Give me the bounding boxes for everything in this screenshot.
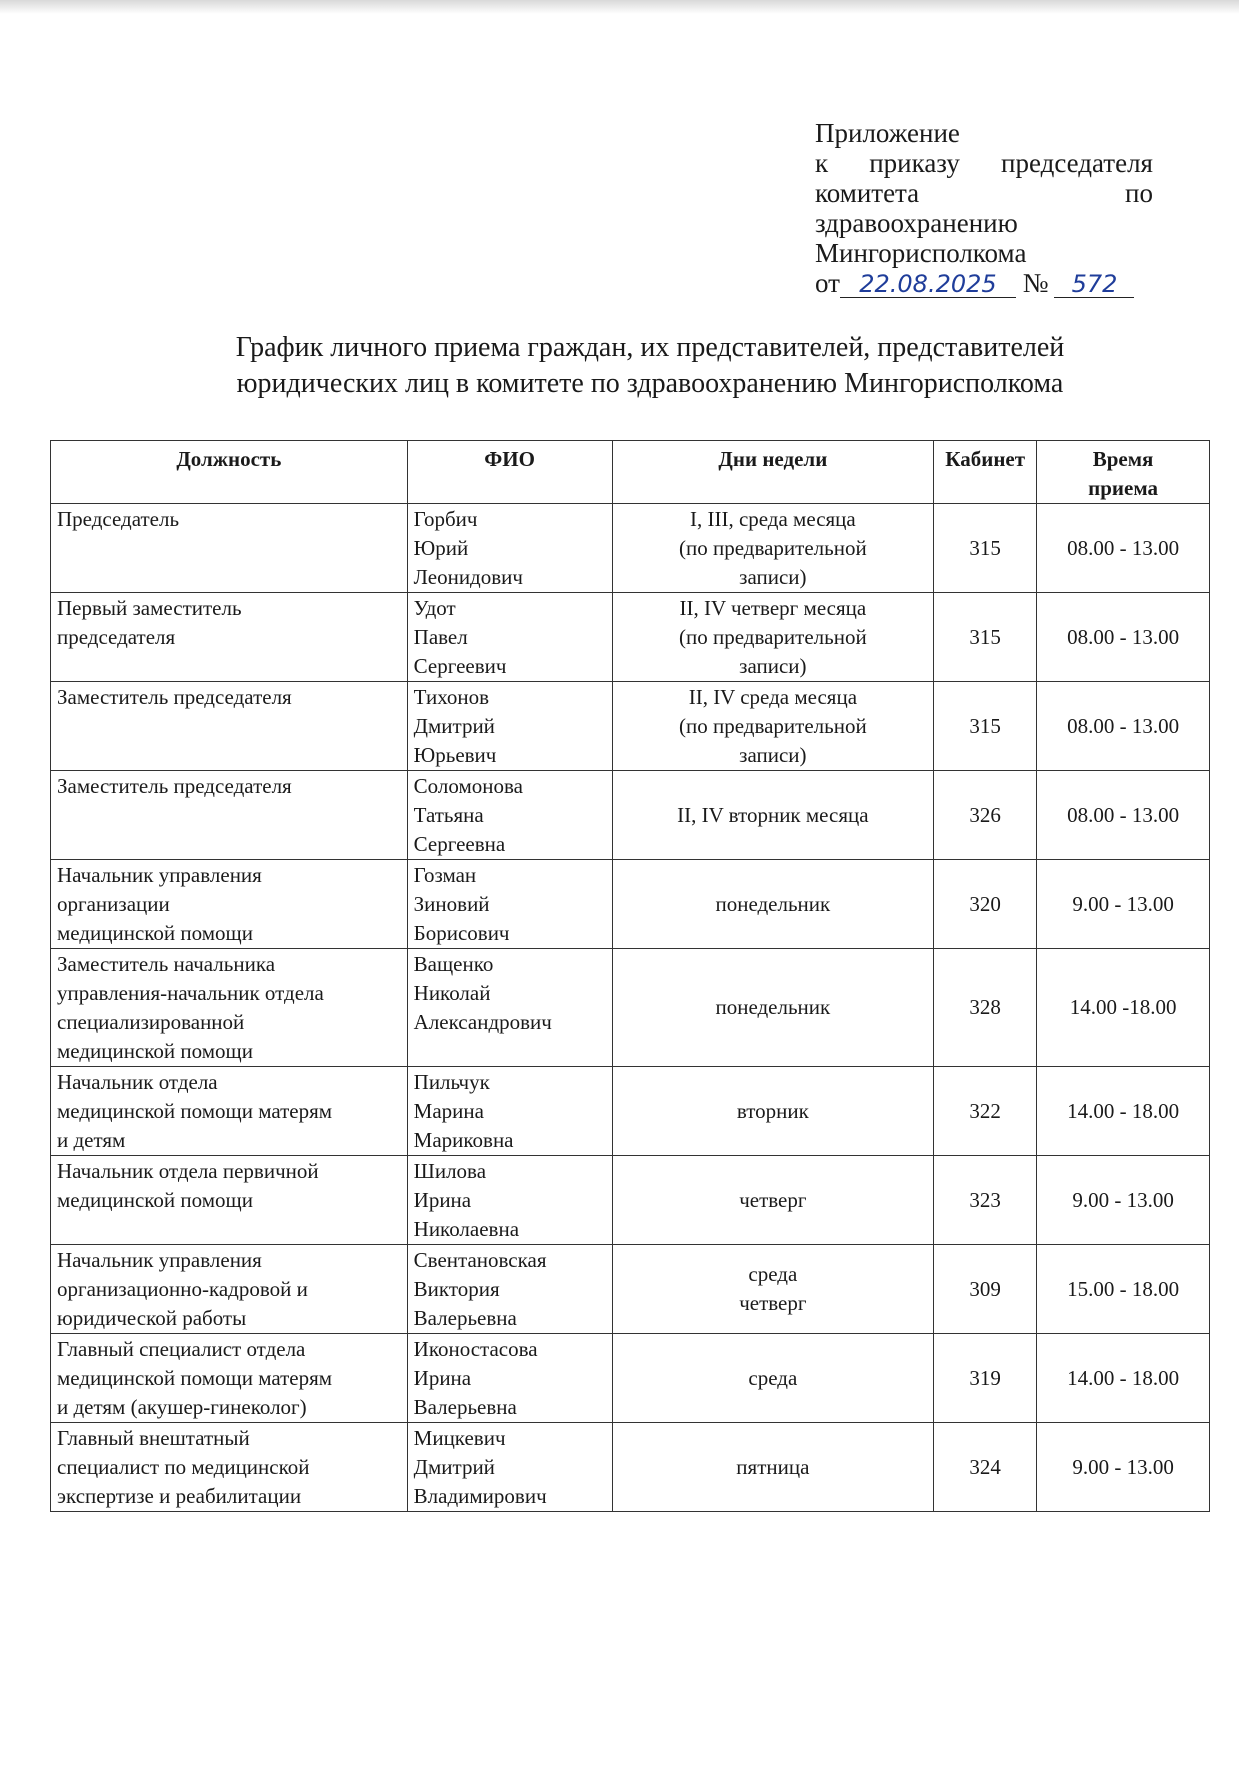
table-row bbox=[51, 1156, 1210, 1245]
cell-position: Начальник отдела медицинской помощи матерям и детям bbox=[51, 1067, 408, 1156]
table-row bbox=[51, 1334, 1210, 1423]
cell-time: 14.00 - 18.00 bbox=[1037, 1067, 1210, 1156]
cell-days: понедельник bbox=[612, 860, 934, 949]
cell-position: Председатель bbox=[51, 504, 408, 593]
cell-room: 315 bbox=[934, 504, 1037, 593]
cell-fio: Ващенко Николай Александрович bbox=[407, 949, 612, 1067]
scan-edge bbox=[0, 0, 1239, 14]
header-fio: ФИО bbox=[407, 441, 612, 504]
page-title bbox=[150, 330, 1150, 402]
from-label: от bbox=[815, 268, 840, 298]
cell-time: 14.00 -18.00 bbox=[1037, 949, 1210, 1067]
cell-time: 08.00 - 13.00 bbox=[1037, 682, 1210, 771]
cell-position: Начальник управления организации медицинской помощи bbox=[51, 860, 408, 949]
cell-time: 9.00 - 13.00 bbox=[1037, 860, 1210, 949]
cell-position: Первый заместитель председателя bbox=[51, 593, 408, 682]
appendix-line-4: здравоохранению bbox=[815, 208, 1018, 238]
title-line-2: юридических лиц в комитете по здравоохранению Мингорисполкома bbox=[236, 368, 1064, 399]
table-row bbox=[51, 860, 1210, 949]
appendix-line-5: Мингорисполкома bbox=[815, 238, 1027, 268]
cell-fio: Мицкевич Дмитрий Владимирович bbox=[407, 1423, 612, 1512]
table-row bbox=[51, 1245, 1210, 1334]
appendix-line-2: к приказу председателя bbox=[815, 148, 1153, 178]
cell-days: II, IV среда месяца (по предварительной записи) bbox=[612, 682, 934, 771]
cell-room: 320 bbox=[934, 860, 1037, 949]
cell-days: среда четверг bbox=[612, 1245, 934, 1334]
cell-days: понедельник bbox=[612, 949, 934, 1067]
appendix-line-3: комитета по bbox=[815, 178, 1153, 208]
table-header-row bbox=[51, 441, 1210, 504]
reception-schedule-table bbox=[50, 440, 1210, 1512]
title-line-1: График личного приема граждан, их представителей, представителей bbox=[235, 332, 1065, 363]
cell-time: 15.00 - 18.00 bbox=[1037, 1245, 1210, 1334]
cell-days: четверг bbox=[612, 1156, 934, 1245]
cell-fio: Гозман Зиновий Борисович bbox=[407, 860, 612, 949]
cell-days: II, IV вторник месяца bbox=[612, 771, 934, 860]
appendix-date-line bbox=[815, 268, 1153, 298]
cell-position: Главный специалист отдела медицинской помощи матерям и детям (акушер-гинеколог) bbox=[51, 1334, 408, 1423]
table-row bbox=[51, 682, 1210, 771]
header-room: Кабинет bbox=[934, 441, 1037, 504]
cell-position: Начальник управления организационно-кадровой и юридической работы bbox=[51, 1245, 408, 1334]
cell-time: 08.00 - 13.00 bbox=[1037, 593, 1210, 682]
cell-fio: Соломонова Татьяна Сергеевна bbox=[407, 771, 612, 860]
table-row bbox=[51, 771, 1210, 860]
cell-days: II, IV четверг месяца (по предварительной записи) bbox=[612, 593, 934, 682]
cell-position: Главный внештатный специалист по медицинской экспертизе и реабилитации bbox=[51, 1423, 408, 1512]
cell-time: 9.00 - 13.00 bbox=[1037, 1156, 1210, 1245]
cell-room: 315 bbox=[934, 682, 1037, 771]
cell-fio: Удот Павел Сергеевич bbox=[407, 593, 612, 682]
cell-fio: Свентановская Виктория Валерьевна bbox=[407, 1245, 612, 1334]
cell-position: Заместитель председателя bbox=[51, 771, 408, 860]
cell-room: 323 bbox=[934, 1156, 1037, 1245]
cell-position: Заместитель начальника управления-начальник отдела специализированной медицинской помощи bbox=[51, 949, 408, 1067]
table-row bbox=[51, 593, 1210, 682]
handwritten-number: 572 bbox=[1054, 271, 1134, 298]
number-label: № bbox=[1022, 268, 1049, 298]
cell-time: 08.00 - 13.00 bbox=[1037, 771, 1210, 860]
appendix-block bbox=[815, 118, 1153, 298]
cell-position: Заместитель председателя bbox=[51, 682, 408, 771]
cell-fio: Горбич Юрий Леонидович bbox=[407, 504, 612, 593]
cell-time: 14.00 - 18.00 bbox=[1037, 1334, 1210, 1423]
cell-room: 326 bbox=[934, 771, 1037, 860]
cell-position: Начальник отдела первичной медицинской помощи bbox=[51, 1156, 408, 1245]
cell-days: I, III, среда месяца (по предварительной записи) bbox=[612, 504, 934, 593]
cell-room: 309 bbox=[934, 1245, 1037, 1334]
appendix-line-1: Приложение bbox=[815, 118, 960, 148]
header-time: Время приема bbox=[1037, 441, 1210, 504]
header-position: Должность bbox=[51, 441, 408, 504]
cell-fio: Пильчук Марина Мариковна bbox=[407, 1067, 612, 1156]
header-days: Дни недели bbox=[612, 441, 934, 504]
handwritten-date: 22.08.2025 bbox=[840, 271, 1016, 298]
table-row bbox=[51, 949, 1210, 1067]
cell-room: 328 bbox=[934, 949, 1037, 1067]
table-row bbox=[51, 1067, 1210, 1156]
cell-days: среда bbox=[612, 1334, 934, 1423]
cell-room: 324 bbox=[934, 1423, 1037, 1512]
cell-time: 9.00 - 13.00 bbox=[1037, 1423, 1210, 1512]
table-row bbox=[51, 504, 1210, 593]
cell-days: вторник bbox=[612, 1067, 934, 1156]
cell-days: пятница bbox=[612, 1423, 934, 1512]
cell-fio: Шилова Ирина Николаевна bbox=[407, 1156, 612, 1245]
cell-room: 322 bbox=[934, 1067, 1037, 1156]
cell-room: 315 bbox=[934, 593, 1037, 682]
cell-time: 08.00 - 13.00 bbox=[1037, 504, 1210, 593]
cell-fio: Тихонов Дмитрий Юрьевич bbox=[407, 682, 612, 771]
cell-fio: Иконостасова Ирина Валерьевна bbox=[407, 1334, 612, 1423]
cell-room: 319 bbox=[934, 1334, 1037, 1423]
table-row bbox=[51, 1423, 1210, 1512]
